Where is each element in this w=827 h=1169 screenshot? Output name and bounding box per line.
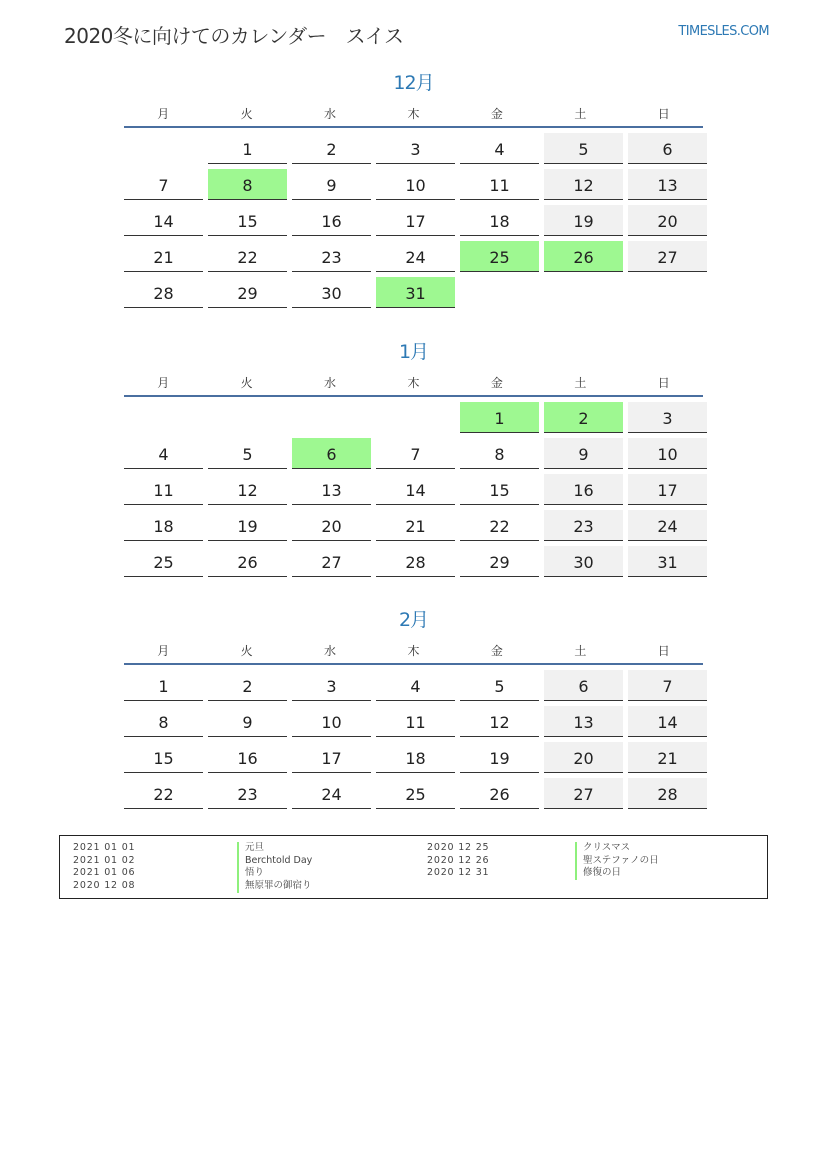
weekday-label: 日 — [657, 376, 670, 390]
day-cell: 27 — [544, 778, 623, 809]
day-cell: 23 — [208, 778, 287, 809]
day-cell: 24 — [628, 510, 707, 541]
day-cell: 21 — [628, 742, 707, 773]
day-cell: 10 — [628, 438, 707, 469]
weekday-label: 金 — [490, 376, 503, 390]
legend-holiday-name: 聖ステファノの日 — [575, 855, 659, 868]
holiday-day-cell: 31 — [376, 277, 455, 308]
weekday-label: 木 — [407, 376, 420, 390]
day-cell: 22 — [208, 241, 287, 272]
day-cell: 12 — [544, 169, 623, 200]
month-title: 12月 — [393, 72, 434, 94]
day-cell: 28 — [628, 778, 707, 809]
day-grid — [124, 402, 703, 577]
weekday-label: 土 — [574, 644, 587, 658]
day-cell: 30 — [292, 277, 371, 308]
empty-day-cell — [292, 402, 371, 433]
legend-date: 2021 01 02 — [73, 855, 136, 866]
weekday-label: 火 — [240, 376, 253, 390]
empty-day-cell — [544, 277, 623, 308]
day-cell: 30 — [544, 546, 623, 577]
day-cell: 25 — [376, 778, 455, 809]
month-title: 1月 — [398, 341, 429, 363]
day-cell: 20 — [292, 510, 371, 541]
day-grid — [124, 670, 703, 809]
weekday-label: 日 — [657, 107, 670, 121]
day-cell: 10 — [292, 706, 371, 737]
day-cell: 24 — [292, 778, 371, 809]
weekday-label: 月 — [157, 376, 170, 390]
day-cell: 16 — [544, 474, 623, 505]
empty-day-cell — [376, 402, 455, 433]
day-cell: 7 — [628, 670, 707, 701]
holiday-day-cell: 6 — [292, 438, 371, 469]
holiday-day-cell: 2 — [544, 402, 623, 433]
day-grid — [124, 133, 703, 308]
weekday-header — [124, 375, 703, 397]
day-cell: 15 — [460, 474, 539, 505]
day-cell: 1 — [208, 133, 287, 164]
day-cell: 19 — [544, 205, 623, 236]
site-link[interactable]: TIMESLES.COM — [678, 24, 769, 39]
day-cell: 13 — [628, 169, 707, 200]
legend-holiday-name: 修復の日 — [575, 867, 621, 880]
weekday-label: 金 — [490, 644, 503, 658]
legend-holiday-name: 無原罪の御宿り — [237, 880, 312, 893]
day-cell: 27 — [292, 546, 371, 577]
day-cell: 19 — [460, 742, 539, 773]
day-cell: 11 — [124, 474, 203, 505]
holiday-day-cell: 1 — [460, 402, 539, 433]
day-cell: 29 — [208, 277, 287, 308]
empty-day-cell — [628, 277, 707, 308]
day-cell: 16 — [292, 205, 371, 236]
weekday-header — [124, 106, 703, 128]
legend-holiday-name: Berchtold Day — [237, 855, 312, 868]
day-cell: 11 — [460, 169, 539, 200]
holiday-legend — [59, 835, 768, 899]
weekday-label: 日 — [657, 644, 670, 658]
day-cell: 18 — [376, 742, 455, 773]
day-cell: 5 — [208, 438, 287, 469]
month-january — [124, 339, 703, 577]
day-cell: 13 — [544, 706, 623, 737]
legend-date: 2020 12 08 — [73, 880, 136, 891]
legend-holiday-name: 元旦 — [237, 842, 264, 855]
day-cell: 5 — [460, 670, 539, 701]
day-cell: 17 — [376, 205, 455, 236]
day-cell: 24 — [376, 241, 455, 272]
month-february — [124, 607, 703, 809]
day-cell: 25 — [124, 546, 203, 577]
day-cell: 9 — [208, 706, 287, 737]
day-cell: 7 — [376, 438, 455, 469]
day-cell: 5 — [544, 133, 623, 164]
day-cell: 11 — [376, 706, 455, 737]
day-cell: 26 — [460, 778, 539, 809]
day-cell: 15 — [124, 742, 203, 773]
day-cell: 18 — [124, 510, 203, 541]
weekday-label: 火 — [240, 107, 253, 121]
day-cell: 16 — [208, 742, 287, 773]
day-cell: 17 — [292, 742, 371, 773]
day-cell: 19 — [208, 510, 287, 541]
day-cell: 21 — [124, 241, 203, 272]
page-title: 2020冬に向けてのカレンダー スイス — [64, 24, 404, 48]
legend-date: 2021 01 06 — [73, 867, 136, 878]
day-cell: 4 — [376, 670, 455, 701]
day-cell: 22 — [124, 778, 203, 809]
weekday-header — [124, 643, 703, 665]
weekday-label: 月 — [157, 107, 170, 121]
day-cell: 14 — [124, 205, 203, 236]
day-cell: 31 — [628, 546, 707, 577]
day-cell: 12 — [460, 706, 539, 737]
day-cell: 28 — [376, 546, 455, 577]
day-cell: 26 — [208, 546, 287, 577]
empty-day-cell — [208, 402, 287, 433]
legend-date: 2020 12 26 — [427, 855, 490, 866]
day-cell: 9 — [292, 169, 371, 200]
day-cell: 3 — [292, 670, 371, 701]
day-cell: 1 — [124, 670, 203, 701]
weekday-label: 水 — [324, 644, 337, 658]
weekday-label: 木 — [407, 107, 420, 121]
day-cell: 14 — [376, 474, 455, 505]
day-cell: 2 — [208, 670, 287, 701]
day-cell: 2 — [292, 133, 371, 164]
weekday-label: 火 — [240, 644, 253, 658]
day-cell: 28 — [124, 277, 203, 308]
weekday-label: 土 — [574, 107, 587, 121]
weekday-label: 水 — [324, 376, 337, 390]
day-cell: 7 — [124, 169, 203, 200]
legend-date: 2021 01 01 — [73, 842, 136, 853]
weekday-label: 土 — [574, 376, 587, 390]
day-cell: 8 — [460, 438, 539, 469]
day-cell: 12 — [208, 474, 287, 505]
empty-day-cell — [124, 133, 203, 164]
day-cell: 17 — [628, 474, 707, 505]
holiday-day-cell: 8 — [208, 169, 287, 200]
day-cell: 20 — [628, 205, 707, 236]
day-cell: 8 — [124, 706, 203, 737]
day-cell: 6 — [628, 133, 707, 164]
day-cell: 6 — [544, 670, 623, 701]
day-cell: 4 — [460, 133, 539, 164]
legend-holiday-name: 悟り — [237, 867, 264, 880]
weekday-label: 水 — [324, 107, 337, 121]
legend-date: 2020 12 25 — [427, 842, 490, 853]
weekday-label: 金 — [490, 107, 503, 121]
legend-holiday-name: クリスマス — [575, 842, 630, 855]
day-cell: 18 — [460, 205, 539, 236]
day-cell: 13 — [292, 474, 371, 505]
day-cell: 3 — [376, 133, 455, 164]
empty-day-cell — [460, 277, 539, 308]
day-cell: 15 — [208, 205, 287, 236]
weekday-label: 木 — [407, 644, 420, 658]
day-cell: 10 — [376, 169, 455, 200]
day-cell: 3 — [628, 402, 707, 433]
month-title: 2月 — [398, 609, 429, 631]
day-cell: 27 — [628, 241, 707, 272]
legend-date: 2020 12 31 — [427, 867, 490, 878]
day-cell: 20 — [544, 742, 623, 773]
day-cell: 22 — [460, 510, 539, 541]
day-cell: 4 — [124, 438, 203, 469]
empty-day-cell — [124, 402, 203, 433]
day-cell: 9 — [544, 438, 623, 469]
weekday-label: 月 — [157, 644, 170, 658]
day-cell: 23 — [544, 510, 623, 541]
day-cell: 29 — [460, 546, 539, 577]
day-cell: 23 — [292, 241, 371, 272]
holiday-day-cell: 26 — [544, 241, 623, 272]
day-cell: 14 — [628, 706, 707, 737]
month-december — [124, 70, 703, 308]
holiday-day-cell: 25 — [460, 241, 539, 272]
day-cell: 21 — [376, 510, 455, 541]
